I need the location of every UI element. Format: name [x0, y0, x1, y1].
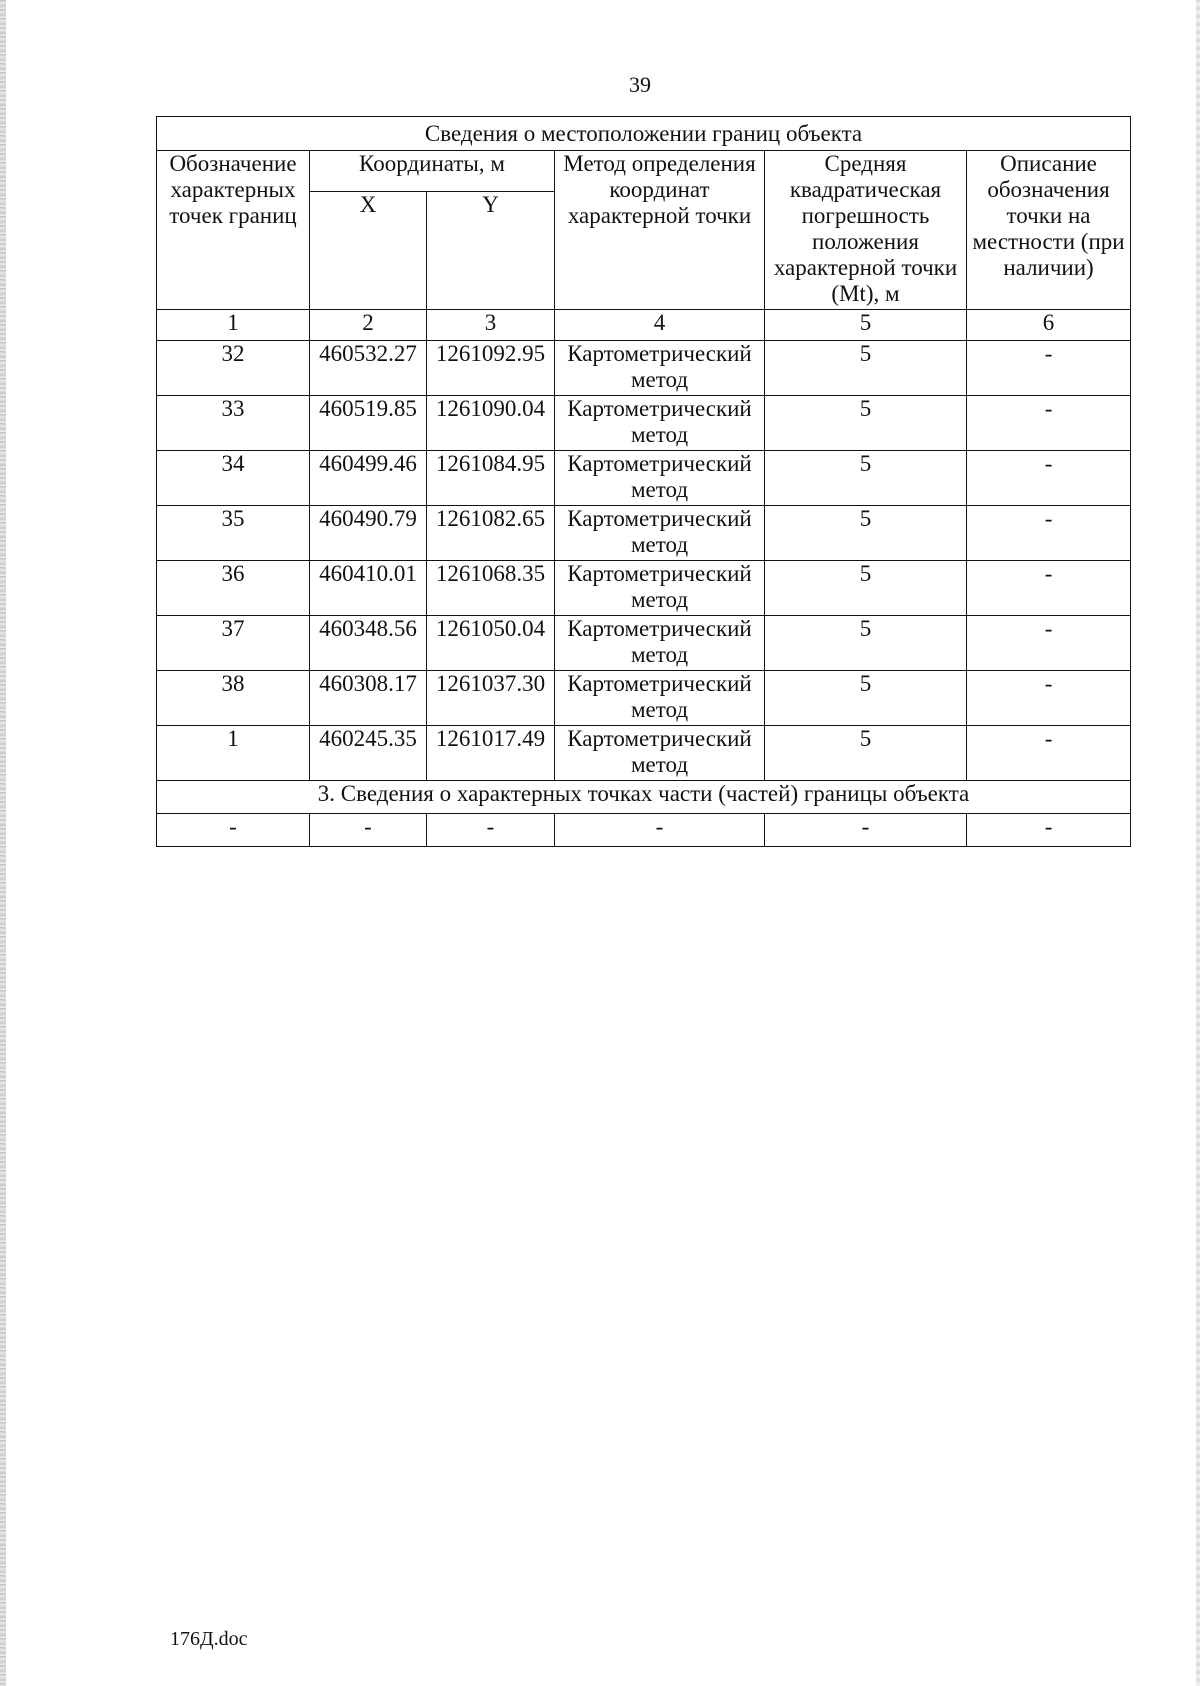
cell-point: 37 [157, 616, 310, 671]
cell-error: 5 [765, 616, 967, 671]
section-3-empty-row [157, 814, 1131, 847]
cell-description: - [967, 616, 1131, 671]
cell-y: 1261050.04 [427, 616, 555, 671]
scan-edge-left [0, 0, 6, 1686]
cell-y: 1261017.49 [427, 726, 555, 781]
table-row [157, 726, 1131, 781]
scan-edge-right [1196, 0, 1200, 1686]
table-row [157, 671, 1131, 726]
cell-empty: - [555, 814, 765, 847]
header-point-designation: Обозначение характерных точек границ [157, 151, 310, 310]
column-number: 4 [555, 310, 765, 341]
cell-method: Картометрический метод [555, 506, 765, 561]
cell-method: Картометрический метод [555, 341, 765, 396]
cell-description: - [967, 726, 1131, 781]
cell-point: 35 [157, 506, 310, 561]
cell-x: 460410.01 [310, 561, 427, 616]
table-row [157, 616, 1131, 671]
cell-x: 460499.46 [310, 451, 427, 506]
cell-y: 1261092.95 [427, 341, 555, 396]
cell-method: Картометрический метод [555, 726, 765, 781]
cell-y: 1261090.04 [427, 396, 555, 451]
cell-y: 1261037.30 [427, 671, 555, 726]
page-number: 39 [629, 72, 651, 97]
column-number: 2 [310, 310, 427, 341]
header-mean-error: Средняя квадратическая погрешность положения характерной точки (Mt), м [765, 151, 967, 310]
cell-x: 460348.56 [310, 616, 427, 671]
cell-point: 33 [157, 396, 310, 451]
cell-description: - [967, 671, 1131, 726]
cell-description: - [967, 506, 1131, 561]
cell-point: 38 [157, 671, 310, 726]
cell-error: 5 [765, 671, 967, 726]
cell-error: 5 [765, 561, 967, 616]
cell-method: Картометрический метод [555, 451, 765, 506]
table-row [157, 341, 1131, 396]
footer-filename: 176Д.doc [170, 1628, 248, 1650]
boundary-coordinates-table [156, 116, 1131, 847]
column-number: 3 [427, 310, 555, 341]
cell-x: 460519.85 [310, 396, 427, 451]
cell-method: Картометрический метод [555, 616, 765, 671]
header-description: Описание обозначения точки на местности (при наличии) [967, 151, 1131, 310]
cell-error: 5 [765, 341, 967, 396]
cell-method: Картометрический метод [555, 396, 765, 451]
section-3-title: 3. Сведения о характерных точках части (частей) границы объекта [157, 781, 1131, 814]
table-row [157, 396, 1131, 451]
cell-point: 1 [157, 726, 310, 781]
cell-error: 5 [765, 396, 967, 451]
cell-x: 460532.27 [310, 341, 427, 396]
cell-empty: - [765, 814, 967, 847]
header-coordinates: Координаты, м [310, 151, 555, 192]
cell-y: 1261068.35 [427, 561, 555, 616]
cell-description: - [967, 561, 1131, 616]
cell-empty: - [310, 814, 427, 847]
cell-empty: - [157, 814, 310, 847]
column-number-row [157, 310, 1131, 341]
cell-error: 5 [765, 506, 967, 561]
cell-empty: - [967, 814, 1131, 847]
column-number: 6 [967, 310, 1131, 341]
cell-point: 32 [157, 341, 310, 396]
cell-y: 1261082.65 [427, 506, 555, 561]
cell-empty: - [427, 814, 555, 847]
cell-y: 1261084.95 [427, 451, 555, 506]
header-method: Метод определения координат характерной точки [555, 151, 765, 310]
header-y: Y [427, 192, 555, 310]
header-x: X [310, 192, 427, 310]
cell-method: Картометрический метод [555, 561, 765, 616]
table-row [157, 451, 1131, 506]
table-title: Сведения о местоположении границ объекта [157, 117, 1131, 151]
cell-description: - [967, 451, 1131, 506]
cell-method: Картометрический метод [555, 671, 765, 726]
cell-point: 36 [157, 561, 310, 616]
cell-description: - [967, 396, 1131, 451]
cell-error: 5 [765, 451, 967, 506]
section-3-row [157, 781, 1131, 814]
cell-x: 460245.35 [310, 726, 427, 781]
table-row [157, 561, 1131, 616]
cell-x: 460308.17 [310, 671, 427, 726]
cell-error: 5 [765, 726, 967, 781]
column-number: 1 [157, 310, 310, 341]
column-number: 5 [765, 310, 967, 341]
cell-description: - [967, 341, 1131, 396]
cell-x: 460490.79 [310, 506, 427, 561]
cell-point: 34 [157, 451, 310, 506]
table-row [157, 506, 1131, 561]
